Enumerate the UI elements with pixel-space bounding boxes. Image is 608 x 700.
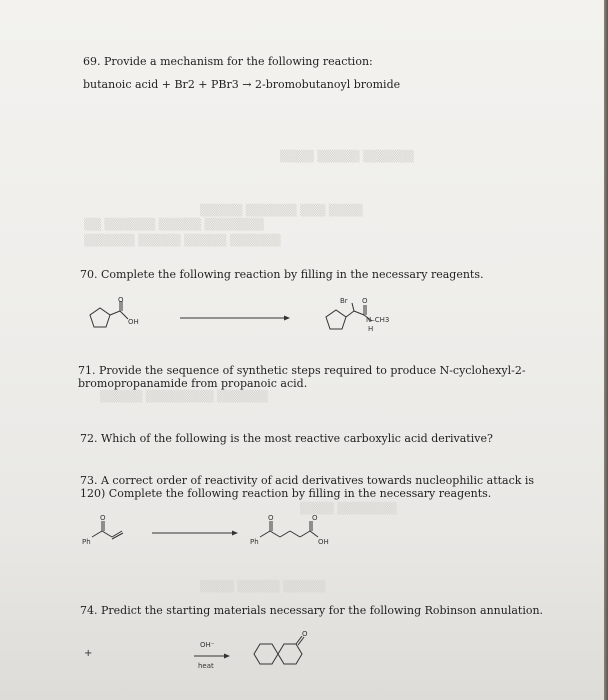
q74-reaction-arrow xyxy=(194,653,230,659)
q70-product-nch3: N–CH3 xyxy=(366,316,390,324)
q70-product-o: O xyxy=(362,297,368,305)
q71-line1: 71. Provide the sequence of synthetic steps required to produce N-cyclohexyl-2- xyxy=(78,364,526,377)
q73-line1: 73. A correct order of reactivity of acid derivatives towards nucleophilic attack is xyxy=(80,474,535,487)
q69-title: 69. Provide a mechanism for the following reaction: xyxy=(83,55,373,68)
q72-title: 72. Which of the following is the most reactive carboxylic acid derivative? xyxy=(80,432,493,445)
q70-product-br: Br xyxy=(340,297,348,305)
q71-line2: bromopropanamide from propanoic acid. xyxy=(78,377,308,390)
q70-product-h: H xyxy=(368,325,374,333)
q73-product-o1: O xyxy=(268,514,274,522)
q69-reaction: butanoic acid + Br2 + PBr3 → 2-bromobutanoyl bromide xyxy=(83,78,401,91)
q74-product-structure xyxy=(248,634,318,674)
q73-reaction-arrow xyxy=(152,530,238,536)
bleed-through-text: ▒▒▒▒▒▒ ▒▒▒▒▒ ▒▒▒▒▒ ▒▒▒▒▒▒ xyxy=(84,234,281,247)
q73-product-o2: O xyxy=(312,514,318,522)
page-edge-shadow xyxy=(604,0,608,700)
q70-title: 70. Complete the following reaction by filling in the necessary reagents. xyxy=(80,268,484,281)
bleed-through-text: ▒▒▒▒ ▒▒▒▒▒ ▒▒▒▒▒ xyxy=(200,580,326,593)
q73-line2: 120) Complete the following reaction by filling in the necessary reagents. xyxy=(80,487,492,500)
bleed-through-text: ▒▒▒▒ ▒▒▒▒▒▒▒ xyxy=(300,502,397,515)
q70-reactant-o: O xyxy=(118,296,124,304)
q73-product-ph: Ph xyxy=(250,538,259,546)
bleed-through-text: ▒▒▒▒ ▒▒▒▒▒ ▒▒▒▒▒▒ xyxy=(280,150,414,163)
bleed-through-text: ▒▒▒▒▒ ▒▒▒▒▒▒ ▒▒▒ ▒▒▒▒ xyxy=(200,204,363,217)
q70-reactant-oh: OH xyxy=(128,318,139,326)
q74-title: 74. Predict the starting materials necessary for the following Robinson annulation. xyxy=(80,604,544,617)
q74-plus-sign: + xyxy=(84,648,93,659)
q73-product-oh: OH xyxy=(318,538,329,546)
q74-reagent: OH⁻ xyxy=(200,641,215,649)
bleed-through-text: ▒▒ ▒▒▒▒▒▒ ▒▒▒▒▒ ▒▒▒▒▒▒▒ xyxy=(84,218,264,231)
q73-reactant-ph: Ph xyxy=(82,538,91,546)
q70-reaction-arrow xyxy=(180,315,290,321)
q74-condition: heat xyxy=(198,662,214,670)
bleed-through-text: ▒▒▒▒▒ ▒▒▒▒▒▒▒▒ ▒▒▒▒▒▒ xyxy=(100,390,268,403)
q74-product-o: O xyxy=(302,630,308,638)
q73-reactant-structure xyxy=(88,517,138,547)
q73-reactant-o: O xyxy=(100,514,106,522)
